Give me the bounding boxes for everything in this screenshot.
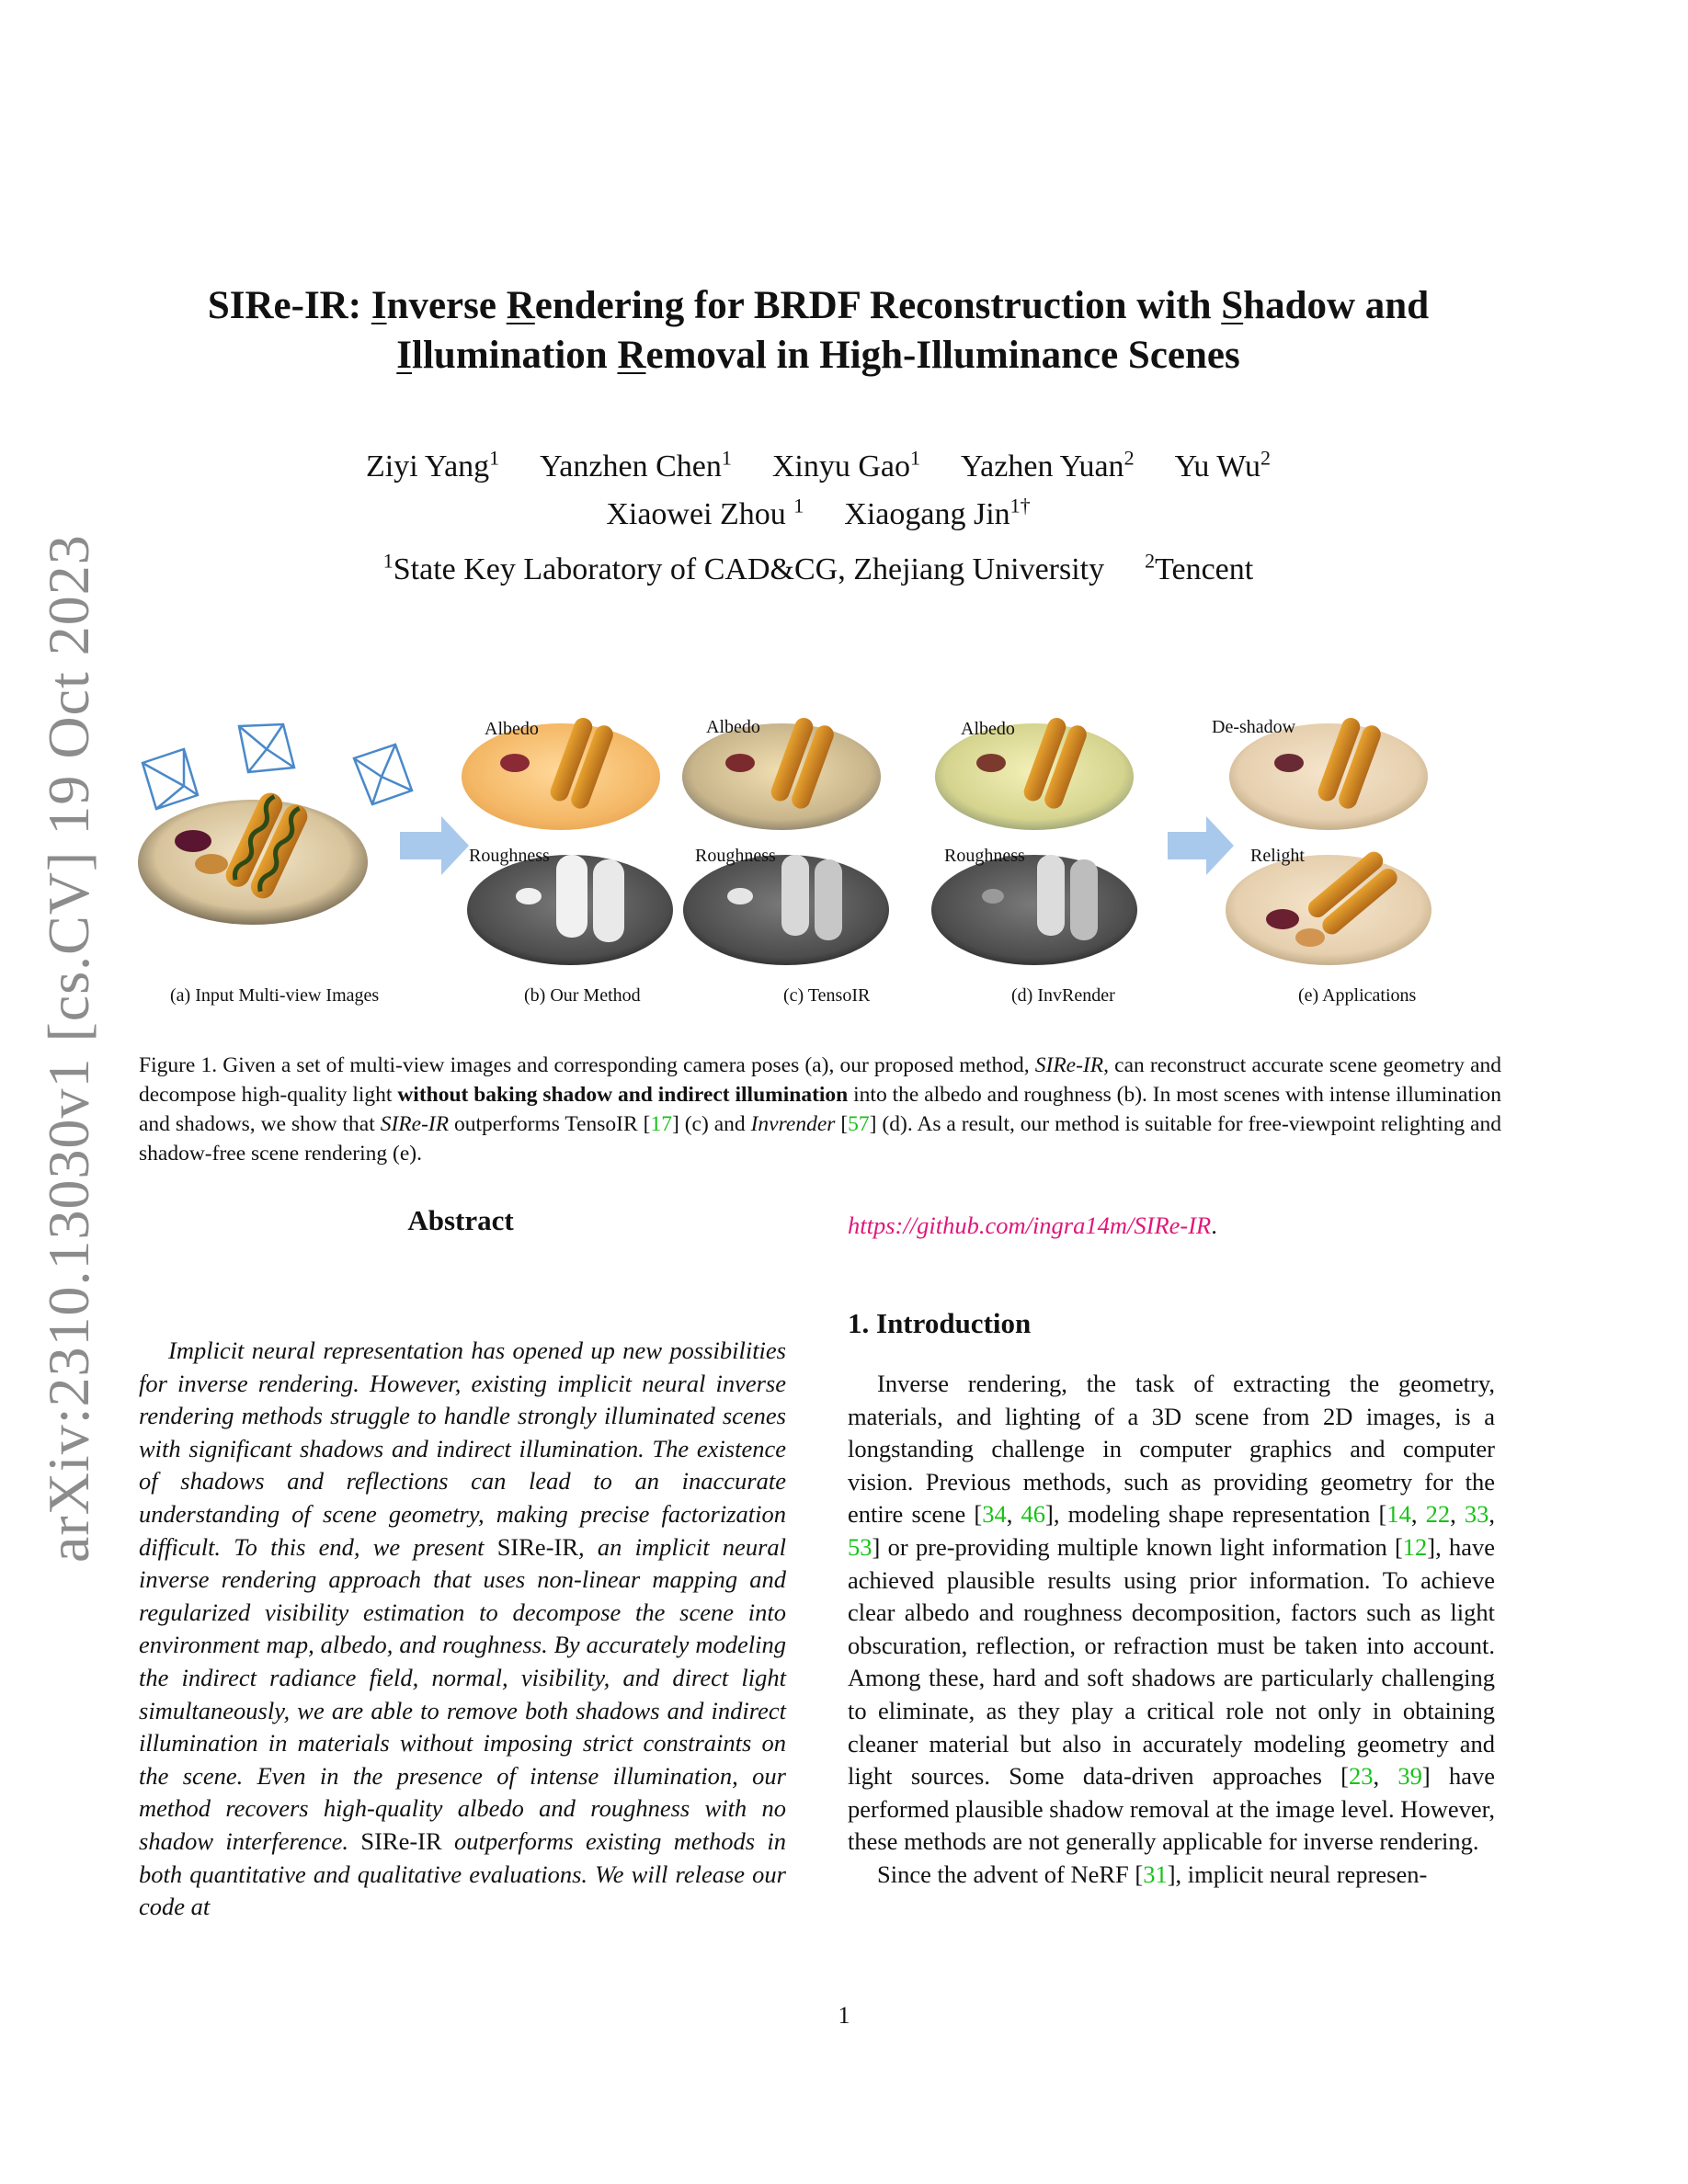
citation-link[interactable]: 12 (1402, 1532, 1428, 1561)
github-link[interactable]: https://github.com/ingra14m/SIRe-IR (848, 1211, 1212, 1239)
caption-text: ] (d). As a result, our method is suitable for free-viewpoint relighting and shadow-free scene rendering (e). (139, 1112, 1501, 1166)
label-roughness-invrender: Roughness (944, 846, 1025, 866)
section-heading-introduction: 1. Introduction (848, 1307, 1032, 1339)
author (540, 449, 732, 483)
teaser-figure (138, 708, 1517, 1020)
citation-link[interactable]: 22 (1425, 1500, 1451, 1529)
caption-emphasis: without baking shadow and indirect illumination (397, 1083, 849, 1107)
author-affiliation-mark: 1 (910, 447, 921, 470)
intro-text: ] have performed plausible shadow removal at the image level. However, these methods are not generally applicable for inverse rendering. (848, 1762, 1495, 1856)
introduction-body (848, 1368, 1495, 1892)
arxiv-stamp: arXiv:2310.13030v1 [cs.CV] 19 Oct 2023 (36, 534, 101, 1563)
caption-text: Figure 1. Given a set of multi-view images and corresponding camera poses (a), our proposed method, (139, 1053, 1035, 1077)
author-affiliation-mark: 2 (1260, 447, 1271, 470)
author (772, 449, 920, 483)
title-underlined-initial: S (1221, 284, 1244, 327)
title-underlined-initial: I (396, 334, 413, 377)
abstract-method-name: SIRe-IR (496, 1532, 579, 1561)
teaser-figure-art (138, 708, 1517, 1020)
intro-paragraph-2 (848, 1859, 1495, 1892)
figure-caption (139, 1051, 1501, 1168)
title-segment: nverse (386, 284, 507, 327)
title-line-1 (165, 281, 1471, 331)
author (1175, 449, 1271, 483)
label-relight: Relight (1250, 846, 1305, 866)
caption-text: , can reconstruct accurate scene geometry and decompose high-quality light (139, 1053, 1501, 1107)
intro-text: Since the advent of NeRF [ (877, 1860, 1144, 1888)
title-segment: emoval in High-Illuminance Scenes (645, 334, 1240, 377)
affiliations (165, 550, 1471, 587)
label-deshadow: De-shadow (1212, 717, 1296, 737)
author-affiliation-mark: 1 (793, 494, 804, 518)
citation-link[interactable]: 57 (848, 1112, 870, 1136)
label-albedo-ours: Albedo (485, 719, 539, 739)
intro-text: , (1488, 1500, 1496, 1529)
citation-link[interactable]: 31 (1143, 1860, 1168, 1888)
title-segment: SIRe-IR: (207, 284, 371, 327)
abstract-body (139, 1335, 786, 1924)
subcaption-a: (a) Input Multi-view Images (170, 985, 380, 1006)
caption-text: into the albedo and roughness (b). In most scenes with intense illumination and shadows, we show that (139, 1083, 1502, 1136)
abstract-text: , an implicit neural inverse rendering approach that uses non-linear mapping and regularized visibility estimation to decompose the scene into environment map, albedo, and roughness. By accurately modeling the indirect radiance field, normal, visibility, and direct light simultaneously, we are able to remove both shadows and indirect illumination in materials without imposing strict constraints on the scene. Even in the presence of intense illumination, our method recovers high-quality albedo and roughness with no shadow interference. (139, 1532, 786, 1855)
affiliation-mark: 1 (382, 550, 393, 573)
title-segment: llumination (412, 334, 618, 377)
affiliation-mark: 2 (1145, 550, 1156, 573)
author-name: Xiaogang Jin (844, 496, 1010, 531)
citation-link[interactable]: 39 (1397, 1762, 1422, 1791)
affiliation-name: State Key Laboratory of CAD&CG, Zhejiang University (393, 552, 1105, 587)
subcaption-c: (c) TensoIR (783, 985, 871, 1006)
label-roughness-ours: Roughness (469, 846, 550, 866)
author-name: Yanzhen Chen (540, 449, 722, 484)
caption-text: ] (c) and (671, 1112, 751, 1136)
code-link-line (848, 1211, 1217, 1240)
page-number: 1 (838, 2002, 850, 2029)
subcaption-b: (b) Our Method (524, 985, 641, 1006)
title-line-2 (165, 331, 1471, 381)
author-affiliation-mark: 1 (721, 447, 732, 470)
abstract-heading: Abstract (407, 1204, 514, 1236)
intro-text: ], implicit neural represen- (1167, 1860, 1428, 1888)
intro-text: ], have achieved plausible results using prior information. To achieve clear albedo and roughness decomposition, factors such as light obscuration, reflection, or refraction must be taken into account. Among these, hard and soft shadows are particularly challenging to eliminate, as they play a critical role not only in obtaining cleaner material but also in accurately modeling geometry and light sources. Some data-driven approaches [ (848, 1532, 1495, 1791)
caption-method-name: SIRe-IR (1034, 1053, 1104, 1077)
author (366, 449, 499, 483)
title-underlined-initial: R (506, 284, 535, 327)
author-name: Yu Wu (1174, 449, 1260, 484)
subcaption-e: (e) Applications (1298, 985, 1417, 1006)
intro-text: ] or pre-providing multiple known light information [ (872, 1532, 1403, 1561)
intro-text: Inverse rendering, the task of extracting the geometry, materials, and lighting of a 3D scene from 2D images, is a longstanding challenge in computer graphics and computer vision. Previous methods, such as providing geometry for the entire scene [ (848, 1370, 1495, 1529)
paper-title (165, 281, 1471, 381)
affiliation (1145, 552, 1253, 586)
author-list (165, 439, 1471, 534)
author-affiliation-mark: 1 (489, 447, 500, 470)
intro-paragraph-1 (848, 1368, 1495, 1859)
citation-link[interactable]: 14 (1386, 1500, 1411, 1529)
affiliation-name: Tencent (1155, 552, 1254, 587)
citation-link[interactable]: 33 (1464, 1500, 1489, 1529)
label-roughness-tensoir: Roughness (695, 846, 776, 866)
title-underlined-initial: I (371, 284, 387, 327)
caption-text: [ (835, 1112, 849, 1136)
author-name: Xiaowei Zhou (606, 496, 794, 531)
author (844, 494, 1031, 531)
intro-text: ], modeling shape representation [ (1045, 1500, 1387, 1529)
intro-text: , (1373, 1762, 1398, 1791)
citation-link[interactable]: 53 (848, 1532, 873, 1561)
author (961, 449, 1135, 483)
title-segment: endering for BRDF Reconstruction with (534, 284, 1222, 327)
abstract-method-name: SIRe-IR (360, 1826, 442, 1855)
citation-link[interactable]: 34 (982, 1500, 1007, 1529)
intro-text: , (1006, 1500, 1021, 1529)
author-name: Yazhen Yuan (961, 449, 1124, 484)
title-segment: hadow and (1243, 284, 1430, 327)
subcaption-d: (d) InvRender (1011, 985, 1115, 1006)
intro-text: , (1410, 1500, 1426, 1529)
affiliation (383, 552, 1104, 586)
caption-method-name: Invrender (750, 1112, 836, 1136)
link-period: . (1211, 1211, 1217, 1239)
title-underlined-initial: R (617, 334, 646, 377)
author-affiliation-mark: 1† (1009, 494, 1031, 518)
abstract-text: Implicit neural representation has opened up new possibilities for inverse rendering. However, existing implicit neural inverse rendering methods struggle to handle strongly illuminated scenes with significant shadows and indirect illumination. The existence of shadows and reflections can lead to an inaccurate understanding of scene geometry, making precise factorization difficult. To this end, we present (139, 1337, 786, 1561)
author-row-2 (165, 486, 1471, 533)
author (606, 494, 804, 531)
caption-text: outperforms TensoIR [ (449, 1112, 651, 1136)
author-name: Ziyi Yang (366, 449, 490, 484)
citation-link[interactable]: 17 (650, 1112, 672, 1136)
citation-link[interactable]: 23 (1349, 1762, 1374, 1791)
author-row-1 (165, 439, 1471, 486)
caption-method-name: SIRe-IR (380, 1112, 450, 1136)
label-albedo-tensoir: Albedo (706, 717, 760, 737)
author-affiliation-mark: 2 (1123, 447, 1135, 470)
citation-link[interactable]: 46 (1021, 1500, 1046, 1529)
intro-text: , (1450, 1500, 1465, 1529)
author-name: Xinyu Gao (771, 449, 911, 484)
abstract-text: outperforms existing methods in both quantitative and qualitative evaluations. We will release our code at (139, 1826, 786, 1921)
label-albedo-invrender: Albedo (961, 719, 1015, 739)
